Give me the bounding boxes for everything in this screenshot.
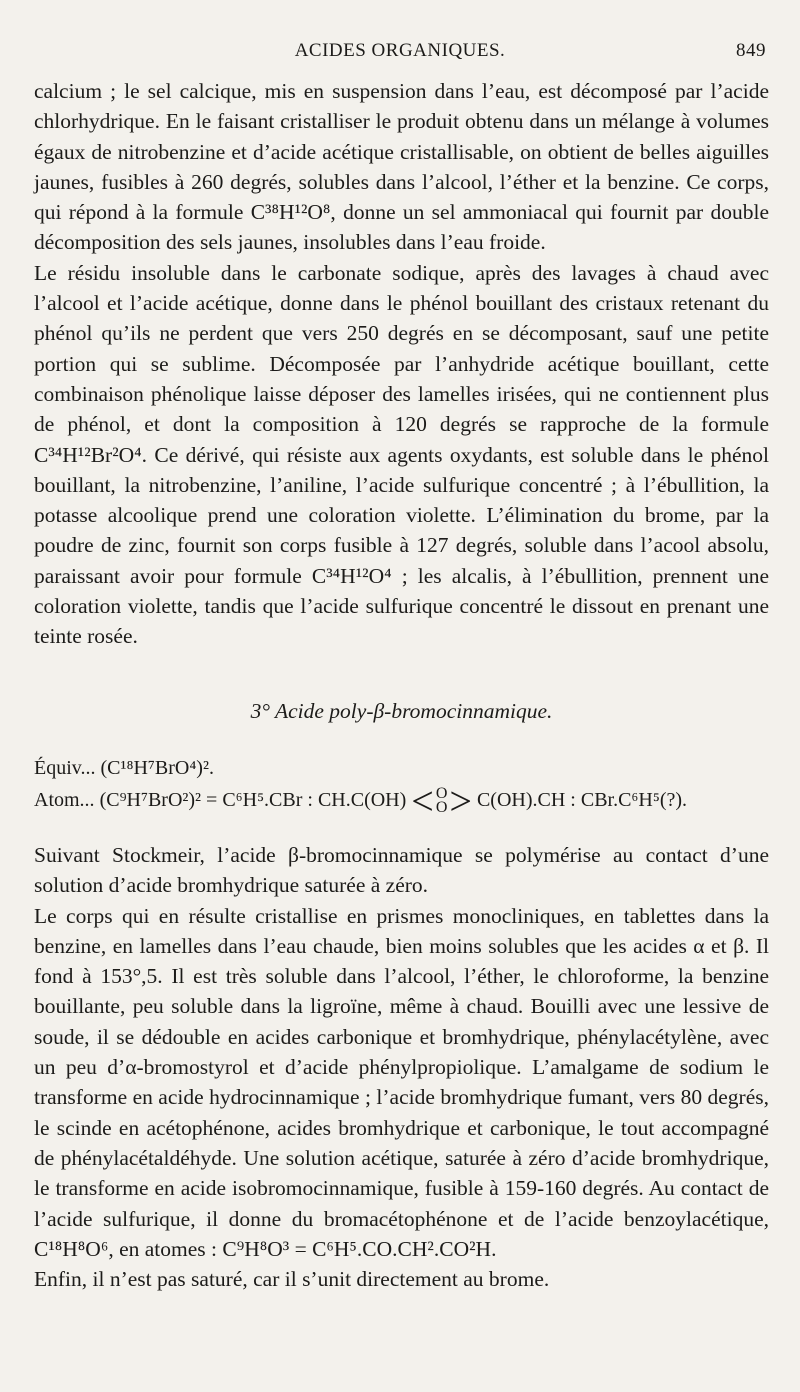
page-number: 849: [736, 40, 766, 61]
ring-right-angle-icon: >: [449, 778, 472, 824]
section-number: 3°: [250, 698, 270, 723]
atom-formula: [34, 778, 769, 824]
atom-left: (C⁹H⁷BrO²)² = C⁶H⁵.CBr : CH.C(OH): [99, 788, 407, 811]
equiv-value: (C¹⁸H⁷BrO⁴)².: [100, 756, 214, 779]
formula-block: [34, 752, 769, 824]
paragraph-4: Le corps qui en résulte cristallise en prismes monocliniques, en tablettes dans la benzine, en lamelles dans l’eau chaude, bien moins solubles que les acides α et β. Il fond à 153°,5. Il est très soluble dans l’alcool, l’éther, le chloroforme, la benzine bouillante, peu soluble dans la ligroïne, même à chaud. Bouilli avec une lessive de soude, il se dédouble en acides carbonique et bromhydrique, phénylacétylène, avec un peu d’α-bromostyrol et d’acide phénylpropiolique. L’amalgame de sodium le transforme en acide hydrocinnamique ; l’acide bromhydrique fumant, vers 80 degrés, le scinde en acétophénone, acides bromhydrique et carbonique, le tout accompagné de phénylacétaldéhyde. Une solution acétique, saturée à zéro d’acide bromhydrique, le transforme en acide isobromocinnamique, fusible à 159-160 degrés. Au contact de l’acide sulfurique, il donne du bromacétophénone et de l’acide benzoylacétique, C¹⁸H⁸O⁶, en atomes : C⁹H⁸O³ = C⁶H⁵.CO.CH².CO²H.: [34, 903, 769, 1261]
section-title-text: Acide poly-β-bromocinnamique.: [274, 698, 553, 723]
equiv-formula: [34, 752, 769, 784]
atom-right: C(OH).CH : CBr.C⁶H⁵(?).: [476, 788, 688, 811]
paragraph-5: Enfin, il n’est pas saturé, car il s’unit directement au brome.: [34, 1267, 550, 1292]
paragraph-2: Le résidu insoluble dans le carbonate sodique, après des lavages à chaud avec l’alcool et l’acide acétique, donne dans le phénol bouillant des cristaux retenant du phénol qu’ils ne perdent que vers 250 degrés en se décomposant, sauf une petite portion qui se sublime. Décomposée par l’anhydride acétique bouillant, cette combinaison phénolique laisse déposer des lamelles irisées, qui ne contiennent plus de phénol, et dont la composition à 120 degrés se rapproche de la formule C³⁴H¹²Br²O⁴. Ce dérivé, qui résiste aux agents oxydants, est soluble dans le phénol bouillant, la nitrobenzine, l’aniline, l’acide sulfurique concentré ; à l’ébullition, la potasse alcoolique prend une coloration violette. L’élimination du brome, par la poudre de zinc, fournit son corps fusible à 127 degrés, soluble dans l’acool absolu, paraissant avoir pour formule C³⁴H¹²O⁴ ; les alcalis, à l’ébullition, prennent une coloration violette, tandis que l’acide sulfurique concentré le dissout en prenant une teinte rosée.: [34, 260, 769, 649]
equiv-label: Équiv...: [34, 756, 96, 779]
ring-left-angle-icon: <: [411, 778, 434, 824]
paragraph-3: Suivant Stockmeir, l’acide β-bromocinnamique se polymérise au contact d’une solution d’acide bromhydrique saturée à zéro.: [34, 842, 769, 898]
running-title: ACIDES ORGANIQUES.: [294, 40, 506, 61]
page-header: [34, 40, 766, 70]
ring-bottom: O: [435, 799, 448, 817]
ring-top: O: [435, 785, 448, 803]
section-heading: [34, 696, 769, 726]
page-body: [34, 76, 769, 1294]
ring-oxygens: [436, 787, 448, 815]
paragraph-1: calcium ; le sel calcique, mis en suspension dans l’eau, est décomposé par l’acide chlorhydrique. En le faisant cristalliser le produit obtenu dans un mélange à volumes égaux de nitrobenzine et d’acide acétique cristallisable, on obtient de belles aiguilles jaunes, fusibles à 260 degrés, solubles dans l’alcool, l’éther et la benzine. Ce corps, qui répond à la formule C³⁸H¹²O⁸, donne un sel ammoniacal qui fournit par double décomposition des sels jaunes, insolubles dans l’eau froide.: [34, 79, 769, 255]
atom-label: Atom...: [34, 788, 95, 811]
